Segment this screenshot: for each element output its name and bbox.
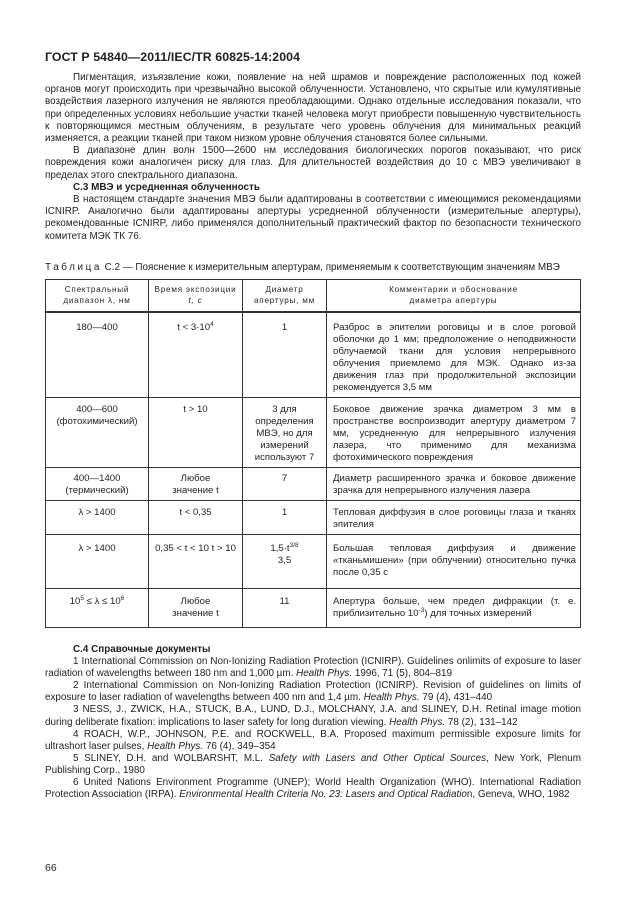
section-heading-c4: С.4 Справочные документы	[73, 644, 211, 655]
cell-time: Любое значение t	[149, 468, 243, 501]
column-header-comment: Комментарии и обоснование диаметра апертуры	[327, 280, 581, 313]
cell-comment: Апертура больше, чем предел дифракции (т. е. приблизительно $10^{-3}$) для точных измерений	[327, 589, 581, 628]
cell-range: 400—600 (фотохимический)	[46, 398, 149, 468]
column-header-aperture: Диаметр апертуры, мм	[243, 280, 327, 313]
cell-aperture: $1,5\cdot t^{3/8}$ 3,5	[243, 535, 327, 589]
cell-time: t > 10	[149, 398, 243, 468]
cell-comment: Тепловая диффузия в слое роговицы глаза и тканях эпителия	[327, 501, 581, 535]
cell-time: 0,35 < t < 10 t > 10	[149, 535, 243, 589]
cell-time: Любое значение t	[149, 589, 243, 628]
reference-item: 1 International Commission on Non-Ionizing Radiation Protection (ICNIRP). Guidelines onlimits of exposure to laser radiation of wavelengths between 180 nm and 1,000 µm. Health Phys. 1996, 71 (5), 804–819	[45, 656, 581, 680]
cell-range: λ > 1400	[46, 501, 149, 535]
paragraph: В диапазоне длин волн 1500—2600 нм исследования биологических порогов показывают, что риск повреждения кожи аналогичен риску для глаз. Для длительностей воздействия до 10 с МВЭ увеличивают в пределах этого спектрального диапазона.	[45, 145, 581, 181]
reference-item: 2 International Commission on Non-Ionizing Radiation Protection (ICNIRP). Revision of guidelines on limits of exposure to laser radiation of wavelengths between 400 nm and 1,4 µm. Health Phys. 79 (4), 431–440	[45, 680, 581, 704]
table-row	[46, 589, 581, 628]
table-row	[46, 501, 581, 535]
cell-comment: Боковое движение зрачка диаметром 3 мм в пространстве воспроизводит апертуру диаметром 7 мм, усредненную для непрерывного излучения лазера, что применимо для механизма фотохимического повреждения	[327, 398, 581, 468]
cell-comment: Разброс в эпителии роговицы и в слое роговой оболочки до 1 мм; предположение о неподвижности облучаемой ткани для условия непрерывного облучения приемлемо для МЭК. Однако из-за движения глаз при продолжительной экспозиции рекомендуется 3,5 мм	[327, 312, 581, 398]
table-header-row	[46, 280, 581, 313]
table-row	[46, 398, 581, 468]
page-header: ГОСТ Р 54840—2011/IEC/TR 60825-14:2004	[45, 50, 301, 64]
reference-item: 5 SLINEY, D.H. and WOLBARSHT, M.L. Safety with Lasers and Other Optical Sources, New York, Plenum Publishing Corp., 1980	[45, 752, 581, 776]
cell-time: t < 0,35	[149, 501, 243, 535]
intro-text	[45, 72, 581, 243]
table-caption	[45, 262, 560, 273]
section-heading-c3: С.3 МВЭ и усредненная облученность	[73, 181, 260, 193]
cell-comment: Диаметр расширенного зрачка и боковое движение зрачка для непрерывного излучения лазера	[327, 468, 581, 501]
cell-range: $10^5 \le \lambda \le 10^6$	[46, 589, 149, 628]
column-header-spectral-range: Спектральный диапазон λ, нм	[46, 280, 149, 313]
cell-time: $t < 3\cdot 10^4$	[149, 312, 243, 398]
table-caption-text: С.2 — Пояснение к измерительным апертурам, применяемым к соответствующим значениям МВЭ	[101, 262, 560, 273]
cell-range: λ > 1400	[46, 535, 149, 589]
cell-aperture: 7	[243, 468, 327, 501]
paragraph: В настоящем стандарте значения МВЭ были адаптированы в соответствии с имеющимися рекомендациями ICNIRP. Аналогично были адаптированы апертуры усредненной облученности (измерительные апертуры), рекомендованные ICNIRP, либо применялся дополнительный практический фактор по безопасности технического комитета МЭК ТК 76.	[45, 194, 581, 242]
references-section	[45, 644, 581, 801]
cell-range: 180—400	[46, 312, 149, 398]
table-row	[46, 312, 581, 398]
cell-aperture: 3 для определения МВЭ, но для измерений используют 7	[243, 398, 327, 468]
cell-comment: Большая тепловая диффузия и движение «тканьмишени» (при облучении) относительно пучка после 0,35 с	[327, 535, 581, 589]
reference-item: 4 ROACH, W.P., JOHNSON, P.E. and ROCKWELL, B.A. Proposed maximum permissible exposure limits for ultrashort laser pulses, Health Phys. 76 (4), 349–354	[45, 728, 581, 752]
table-caption-prefix: Таблица	[45, 262, 102, 273]
cell-aperture: 11	[243, 589, 327, 628]
cell-aperture: 1	[243, 312, 327, 398]
table-row	[46, 535, 581, 589]
reference-item: 6 United Nations Environment Programme (UNEP); World Health Organization (WHO). International Radiation Protection Association (IRPA). Environmental Health Criteria No. 23: Lasers and Optical Radiation, Geneva, WHO, 1982	[45, 777, 581, 801]
table-row	[46, 468, 581, 501]
cell-range: 400—1400 (термический)	[46, 468, 149, 501]
cell-aperture: 1	[243, 501, 327, 535]
aperture-table	[45, 279, 581, 628]
column-header-exposure-time: Время экспозиции t, с	[149, 280, 243, 313]
reference-item: 3 NESS, J., ZWICK, H.A., STUCK, B.A., LUND, D.J., MOLCHANY, J.A. and SLINEY, D.H. Retinal image motion during deliberate fixation: implications to laser safety for long duration viewing. Health Phys. 78 (2), 131–142	[45, 704, 581, 728]
paragraph: Пигментация, изъязвление кожи, появление на ней шрамов и повреждение расположенных под кожей органов могут происходить при чрезвычайно высокой облученности. Установлено, что скрытые или кумулятивные воздействия лазерного излучения не являются преобладающими. Однако отдельные исследования показали, что при определенных условиях небольшие участки тканей человека могут приобрести повышенную чувствительность к повторяющимся местным облучениям, в результате чего уровень облучения для минимальных реакций изменяется, а реакции тканей при таком низком уровне облучения становятся более сильными.	[45, 72, 581, 145]
page-number: 66	[45, 862, 57, 874]
